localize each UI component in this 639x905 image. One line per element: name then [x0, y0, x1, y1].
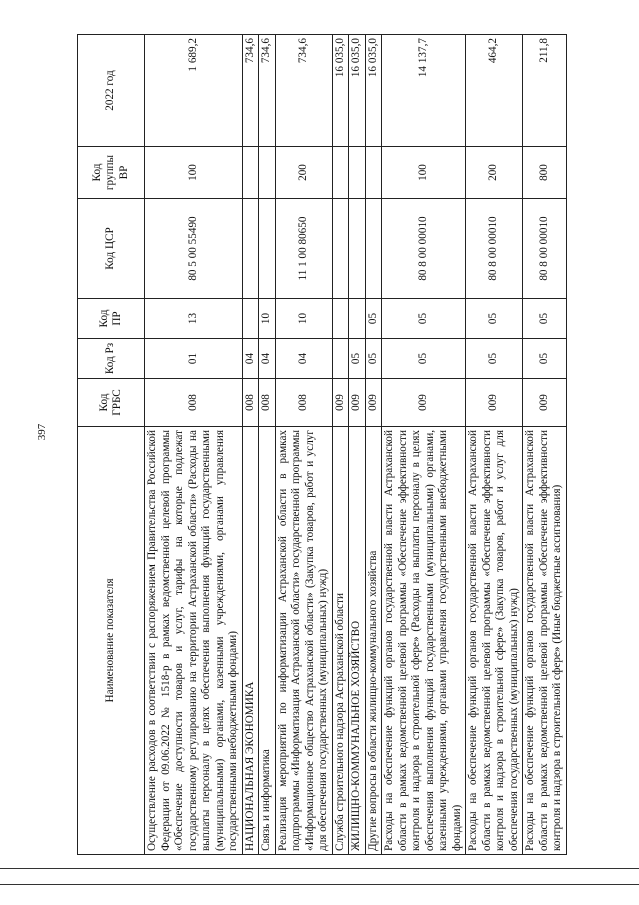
- page-number: 397: [36, 423, 48, 441]
- header-year: 2022 год: [78, 35, 145, 147]
- cell-csr: 80 8 00 00010: [466, 199, 523, 299]
- cell-csr: 80 8 00 00010: [382, 199, 466, 299]
- cell-vr: [259, 147, 276, 199]
- header-vr: Код группы ВР: [78, 147, 145, 199]
- cell-csr: [365, 199, 382, 299]
- cell-grbs: 008: [259, 379, 276, 427]
- cell-name: Связь и информатика: [259, 427, 276, 855]
- cell-amount: 734,6: [242, 35, 259, 147]
- cell-csr: [259, 199, 276, 299]
- cell-name: Реализация мероприятий по информатизации Астраханской области в рамках подпрограммы «Информатизация Астраханской области» государственной программы «Информационное общество Астраханской области» (Закупка товаров, работ и услуг для обеспечения государственных (муниципальных) нужд): [275, 427, 332, 855]
- cell-grbs: 008: [145, 379, 243, 427]
- cell-pr: 13: [145, 299, 243, 339]
- cell-rz: 05: [365, 339, 382, 379]
- cell-grbs: 008: [275, 379, 332, 427]
- page-edge-line: [0, 868, 639, 869]
- cell-csr: [332, 199, 349, 299]
- cell-amount: 16 035,0: [365, 35, 382, 147]
- cell-vr: [332, 147, 349, 199]
- cell-rz: 05: [466, 339, 523, 379]
- cell-rz: 05: [382, 339, 466, 379]
- cell-csr: 80 5 00 55490: [145, 199, 243, 299]
- cell-grbs: 009: [349, 379, 366, 427]
- cell-amount: 734,6: [259, 35, 276, 147]
- cell-name: ЖИЛИЩНО-КОММУНАЛЬНОЕ ХОЗЯЙСТВО: [349, 427, 366, 855]
- table-row: [275, 35, 332, 855]
- cell-pr: [332, 299, 349, 339]
- cell-name: Расходы на обеспечение функций органов государственной власти Астраханской области в рамках ведомственной целевой программы «Обеспечение эффективности контроля и надзора в строительной сфере» (Закупка товаров, работ и услуг для обеспечения государственных (муниципальных) нужд): [466, 427, 523, 855]
- table-row: [382, 35, 466, 855]
- header-rz: Код Рз: [78, 339, 145, 379]
- cell-grbs: 009: [332, 379, 349, 427]
- table-row: [365, 35, 382, 855]
- cell-csr: [242, 199, 259, 299]
- cell-pr: 10: [275, 299, 332, 339]
- cell-vr: [349, 147, 366, 199]
- cell-pr: 05: [382, 299, 466, 339]
- cell-pr: 05: [365, 299, 382, 339]
- table-row: [145, 35, 243, 855]
- cell-amount: 14 137,7: [382, 35, 466, 147]
- cell-grbs: 009: [466, 379, 523, 427]
- cell-rz: [332, 339, 349, 379]
- cell-amount: 16 035,0: [332, 35, 349, 147]
- table-row: [349, 35, 366, 855]
- cell-vr: 800: [523, 147, 567, 199]
- cell-vr: [365, 147, 382, 199]
- cell-rz: 04: [275, 339, 332, 379]
- cell-pr: 05: [466, 299, 523, 339]
- cell-amount: 211,8: [523, 35, 567, 147]
- cell-vr: 100: [145, 147, 243, 199]
- cell-pr: 05: [523, 299, 567, 339]
- header-pr: Код ПР: [78, 299, 145, 339]
- cell-csr: [349, 199, 366, 299]
- header-csr: Код ЦСР: [78, 199, 145, 299]
- cell-name: НАЦИОНАЛЬНАЯ ЭКОНОМИКА: [242, 427, 259, 855]
- cell-vr: 200: [466, 147, 523, 199]
- table-row: [523, 35, 567, 855]
- cell-rz: 04: [259, 339, 276, 379]
- cell-name: Расходы на обеспечение функций органов государственной власти Астраханской области в рамках ведомственной целевой программы «Обеспечение эффективности контроля и надзора в строительной сфере» (Расходы на выплаты персоналу в целях обеспечения выполнения функций государственными (муниципальными) органами, казенными учреждениями, органами управления государственными внебюджетными фондами): [382, 427, 466, 855]
- cell-amount: 464,2: [466, 35, 523, 147]
- cell-amount: 1 689,2: [145, 35, 243, 147]
- table-row: [332, 35, 349, 855]
- cell-vr: 100: [382, 147, 466, 199]
- table-row: [466, 35, 523, 855]
- cell-vr: 200: [275, 147, 332, 199]
- cell-amount: 16 035,0: [349, 35, 366, 147]
- header-name: Наименование показателя: [78, 427, 145, 855]
- header-grbs: Код ГРБС: [78, 379, 145, 427]
- cell-grbs: 009: [523, 379, 567, 427]
- cell-pr: [349, 299, 366, 339]
- cell-name: Служба строительного надзора Астраханской области: [332, 427, 349, 855]
- header-row: [78, 35, 145, 855]
- cell-name: Другие вопросы в области жилищно-коммунального хозяйства: [365, 427, 382, 855]
- table-row: [259, 35, 276, 855]
- cell-vr: [242, 147, 259, 199]
- budget-table: [77, 34, 567, 855]
- cell-pr: [242, 299, 259, 339]
- cell-csr: 80 8 00 00010: [523, 199, 567, 299]
- cell-pr: 10: [259, 299, 276, 339]
- table-row: [242, 35, 259, 855]
- cell-rz: 05: [349, 339, 366, 379]
- cell-amount: 734,6: [275, 35, 332, 147]
- page-edge-line: [0, 884, 639, 885]
- cell-rz: 05: [523, 339, 567, 379]
- cell-name: Расходы на обеспечение функций органов государственной власти Астраханской области в рамках ведомственной целевой программы «Обеспечение эффективности контроля и надзора в строительной сфере» (Иные бюджетные ассигнования): [523, 427, 567, 855]
- cell-rz: 01: [145, 339, 243, 379]
- cell-csr: 11 1 00 80650: [275, 199, 332, 299]
- cell-grbs: 009: [365, 379, 382, 427]
- cell-grbs: 008: [242, 379, 259, 427]
- rotated-table-wrapper: [77, 35, 587, 855]
- cell-rz: 04: [242, 339, 259, 379]
- cell-grbs: 009: [382, 379, 466, 427]
- cell-name: Осуществление расходов в соответствии с распоряжением Правительства Российской Федерации от 09.06.2022 № 1518-р в рамках ведомственной целевой программы «Обеспечение доступности товаров и услуг, тарифы на которые подлежат государственному регулированию на территории Астраханской области» (Расходы на выплаты персоналу в целях обеспечения выполнения функций государственными (муниципальными) органами, казенными учреждениями, органами управления государственными внебюджетными фондами): [145, 427, 243, 855]
